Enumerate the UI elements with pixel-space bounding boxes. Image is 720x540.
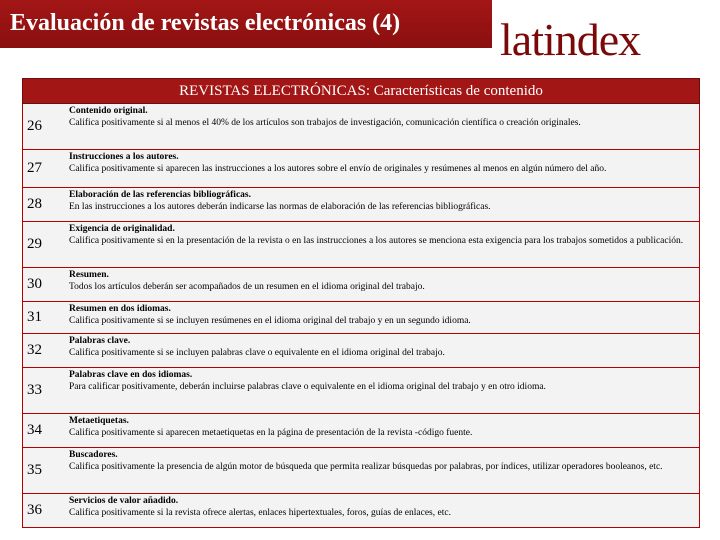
criterion-text: Califica positivamente si se incluyen palabras clave o equivalente en el idioma original del trabajo. [69, 347, 445, 358]
criterion-description [67, 334, 699, 367]
criterion-text: Califica positivamente si la revista ofrece alertas, enlaces hipertextuales, foros, guías de enlaces, etc. [69, 507, 451, 518]
table-row [22, 104, 700, 150]
table-row [22, 302, 700, 334]
latindex-logo [500, 10, 712, 70]
criterion-title: Contenido original. [69, 106, 148, 116]
table-row [22, 494, 700, 528]
table-row [22, 414, 700, 448]
criterion-title: Palabras clave. [69, 336, 131, 346]
table-row [22, 222, 700, 268]
table-row [22, 268, 700, 302]
criterion-title: Resumen. [69, 270, 109, 280]
criterion-title: Buscadores. [69, 450, 118, 460]
criterion-text: En las instrucciones a los autores deberán indicarse las normas de elaboración de las referencias bibliográficas. [69, 201, 491, 212]
criterion-number: 32 [27, 342, 42, 358]
criterion-text: Califica positivamente si se incluyen resúmenes en el idioma original del trabajo y en un segundo idioma. [69, 315, 471, 326]
criterion-number: 29 [27, 236, 42, 252]
criterion-number: 31 [27, 309, 42, 325]
table-body [22, 104, 700, 528]
criterion-number: 27 [27, 160, 42, 176]
criterion-text: Califica positivamente si al menos el 40% de los artículos son trabajos de investigación, comunicación científica o creación originales. [69, 117, 581, 128]
criterion-text: Califica positivamente si aparecen metaetiquetas en la página de presentación de la revista -código fuente. [69, 427, 473, 438]
criterion-text: Todos los artículos deberán ser acompañados de un resumen en el idioma original del trabajo. [69, 281, 425, 292]
criterion-title: Exigencia de originalidad. [69, 224, 175, 234]
criterion-description [67, 150, 699, 187]
criterion-description [67, 268, 699, 301]
criterion-number: 33 [27, 382, 42, 398]
criteria-table [22, 78, 700, 528]
criterion-number: 34 [27, 422, 42, 438]
page-title: Evaluación de revistas electrónicas (4) [10, 10, 401, 36]
criterion-description [67, 414, 699, 447]
logo-text: latindex [500, 14, 641, 65]
table-row [22, 150, 700, 188]
criterion-text: Califica positivamente si en la presentación de la revista o en las instrucciones a los autores se menciona esta exigencia para los trabajos sometidos a publicación. [69, 235, 684, 246]
criterion-number: 36 [27, 502, 42, 518]
table-heading: REVISTAS ELECTRÓNICAS: Características de contenido [22, 78, 700, 104]
criterion-text: Califica positivamente la presencia de algún motor de búsqueda que permita realizar búsquedas por palabras, por índices, utilizar operadores booleanos, etc. [69, 461, 663, 472]
criterion-title: Elaboración de las referencias bibliográficas. [69, 190, 251, 200]
criterion-description [67, 104, 699, 149]
table-row [22, 368, 700, 414]
criterion-text: Para calificar positivamente, deberán incluirse palabras clave o equivalente en el idioma original del trabajo y en otro idioma. [69, 381, 546, 392]
criterion-description [67, 302, 699, 333]
title-bar [0, 0, 492, 48]
criterion-title: Palabras clave en dos idiomas. [69, 370, 193, 380]
slide-header [0, 0, 720, 76]
criterion-number: 28 [27, 196, 42, 212]
table-row [22, 334, 700, 368]
criterion-title: Resumen en dos idiomas. [69, 304, 171, 314]
criterion-title: Instrucciones a los autores. [69, 152, 179, 162]
criterion-description [67, 368, 699, 413]
table-row [22, 188, 700, 222]
criterion-description [67, 494, 699, 527]
criterion-title: Servicios de valor añadido. [69, 496, 179, 506]
criterion-description [67, 188, 699, 221]
criterion-number: 26 [27, 118, 42, 134]
criterion-text: Califica positivamente si aparecen las instrucciones a los autores sobre el envío de originales y resúmenes al menos en algún número del año. [69, 163, 607, 174]
table-row [22, 448, 700, 494]
criterion-description [67, 448, 699, 493]
criterion-description [67, 222, 699, 267]
criterion-number: 30 [27, 276, 42, 292]
criterion-number: 35 [27, 462, 42, 478]
criterion-title: Metaetiquetas. [69, 416, 129, 426]
